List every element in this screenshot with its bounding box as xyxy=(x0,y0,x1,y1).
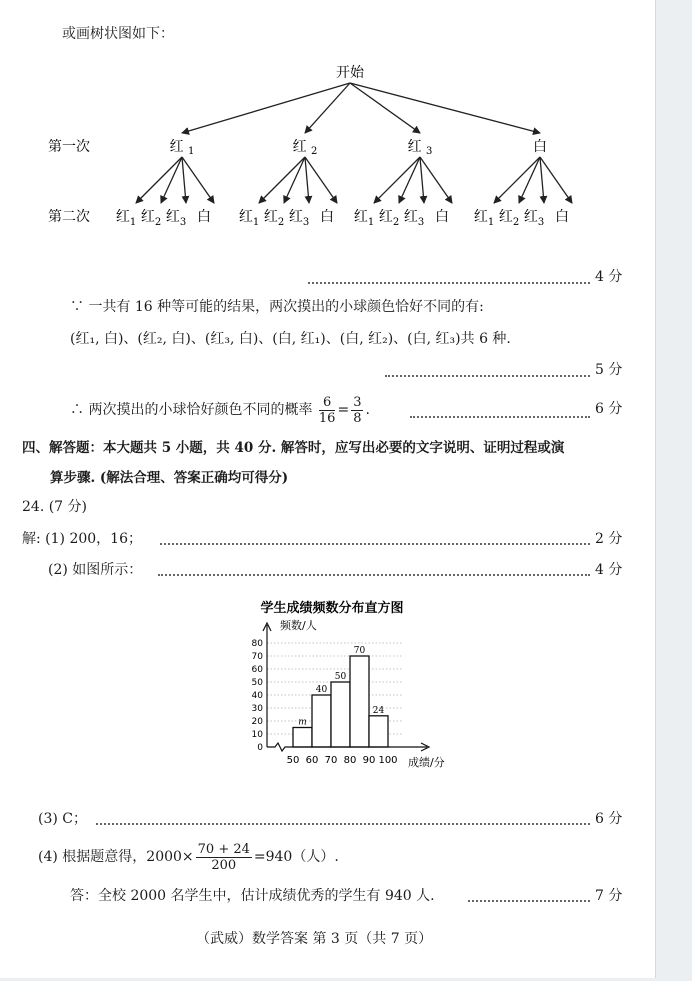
tree-level2-node: 红$_3$ xyxy=(288,209,310,228)
tree-level2-node: 白 xyxy=(435,209,449,225)
tree-level2-node: 红$_3$ xyxy=(165,209,187,228)
tree-level2-node: 红$_3$ xyxy=(403,209,425,228)
histogram-bar xyxy=(331,682,350,747)
x-tick-label: 90 xyxy=(362,755,376,766)
chart-ylabel: 频数/人 xyxy=(280,619,317,632)
tree-branch xyxy=(540,157,544,203)
tree-level1-node: 红 $_3$ xyxy=(407,139,433,157)
tree-level2-node: 红$_1$ xyxy=(238,209,260,228)
bar-value-label: m xyxy=(298,717,307,728)
bar-value-label: 50 xyxy=(334,672,347,682)
y-tick-label: 40 xyxy=(251,691,263,701)
tree-branch xyxy=(284,157,305,203)
chart-title: 学生成绩频数分布直方图 xyxy=(260,601,404,616)
tree-branch xyxy=(305,83,350,133)
tree-branch xyxy=(519,157,540,203)
answer-part-2: (2) 如图所示： xyxy=(48,562,143,578)
answer-part-4 xyxy=(38,838,339,876)
tree-level2-node: 红$_1$ xyxy=(115,209,137,228)
fraction-denominator: 16 xyxy=(318,410,336,426)
equals-sign: = xyxy=(337,402,350,418)
fraction-numerator: 3 xyxy=(353,394,362,410)
y-tick-label: 20 xyxy=(251,717,263,727)
histogram-bar xyxy=(369,716,388,747)
period: . xyxy=(365,402,370,418)
histogram-chart xyxy=(220,593,480,778)
answer-4-prefix: (4) 根据题意得，2000× xyxy=(38,849,194,865)
dot-leader xyxy=(96,823,590,825)
tree-level2-node: 红$_3$ xyxy=(523,209,545,228)
tree-diagram xyxy=(0,55,655,295)
tree-level2-node: 红$_2$ xyxy=(263,209,285,228)
therefore-text: ∴ 两次摸出的小球恰好颜色不同的概率 xyxy=(70,402,313,418)
score-label: 4 分 xyxy=(595,562,623,578)
tree-level2-node: 红$_1$ xyxy=(473,209,495,228)
y-tick-label: 70 xyxy=(251,652,263,662)
tree-level2-node: 红$_1$ xyxy=(353,209,375,228)
intro-text: 或画树状图如下： xyxy=(62,26,174,42)
tree-branch xyxy=(350,83,540,133)
tree-root: 开始 xyxy=(336,65,364,81)
tree-branch xyxy=(182,157,214,203)
score-label: 6 分 xyxy=(595,401,623,417)
tree-branch xyxy=(305,157,309,203)
dot-leader xyxy=(158,574,590,576)
tree-level1-node: 红 $_2$ xyxy=(292,139,318,157)
answer-4-suffix: =940（人）. xyxy=(253,849,339,865)
y-tick-label: 60 xyxy=(251,665,263,675)
dot-leader xyxy=(385,375,590,377)
y-tick-label: 50 xyxy=(251,678,263,688)
x-tick-label: 60 xyxy=(305,755,319,766)
tree-level2-node: 白 xyxy=(320,209,334,225)
fraction-denominator: 8 xyxy=(353,410,362,426)
tree-branch xyxy=(259,157,305,203)
score-label: 7 分 xyxy=(595,888,623,904)
tree-branch xyxy=(420,157,452,203)
fraction-numerator: 70 + 24 xyxy=(197,841,250,857)
x-tick-label: 100 xyxy=(378,755,398,766)
histogram-bar xyxy=(350,656,369,747)
answer-part-1: 解: (1) 200，16； xyxy=(22,531,142,547)
page-footer: （武威）数学答案 第 3 页（共 7 页） xyxy=(196,931,433,947)
tree-branch xyxy=(420,157,424,203)
tree-branch xyxy=(399,157,420,203)
tree-branch xyxy=(182,157,186,203)
fraction-denominator: 200 xyxy=(211,857,237,873)
dot-leader xyxy=(160,543,590,545)
y-tick-label: 10 xyxy=(251,730,263,740)
y-tick-label: 0 xyxy=(257,743,263,753)
chart-xlabel: 成绩/分 xyxy=(408,756,445,769)
fraction-94-200 xyxy=(196,842,252,873)
tree-level1-node: 红 $_1$ xyxy=(169,139,195,157)
tree-branch xyxy=(540,157,572,203)
probability-line xyxy=(70,392,370,428)
fraction-3-8 xyxy=(351,395,363,426)
x-tick-label: 50 xyxy=(286,755,300,766)
tree-level2-node: 红$_2$ xyxy=(498,209,520,228)
bar-value-label: 40 xyxy=(315,685,328,695)
bar-value-label: 24 xyxy=(372,705,385,716)
y-tick-label: 30 xyxy=(251,704,263,714)
tree-branch xyxy=(305,157,337,203)
because-line: ∵ 一共有 16 种等可能的结果，两次摸出的小球颜色恰好不同的有: xyxy=(70,299,484,315)
tree-branch xyxy=(161,157,182,203)
score-label: 4 分 xyxy=(595,269,623,285)
final-answer: 答：全校 2000 名学生中，估计成绩优秀的学生有 940 人. xyxy=(70,888,435,904)
tree-branch xyxy=(350,83,420,133)
y-tick-label: 80 xyxy=(251,639,263,649)
tree-level1-node: 白 xyxy=(533,139,547,155)
tree-branch xyxy=(494,157,540,203)
question-24-header: 24. (7 分) xyxy=(22,499,87,515)
histogram-bar xyxy=(293,728,312,748)
fraction-numerator: 6 xyxy=(319,395,336,411)
outcomes-line: (红₁, 白)、(红₂, 白)、(红₃, 白)、(白, 红₁)、(白, 红₂)、(白, 红₃)共 6 种. xyxy=(70,331,511,347)
dot-leader xyxy=(410,416,590,418)
section-title: 四、解答题：本大题共 5 小题，共 40 分. 解答时，应写出必要的文字说明、证明过程或演 xyxy=(22,440,565,456)
tree-branch xyxy=(136,157,182,203)
x-tick-label: 80 xyxy=(343,755,357,766)
tree-level2-node: 白 xyxy=(197,209,211,225)
dot-leader xyxy=(308,282,590,284)
tree-branch xyxy=(374,157,420,203)
tree-level2-node: 白 xyxy=(555,209,569,225)
score-label: 2 分 xyxy=(595,531,623,547)
score-label: 6 分 xyxy=(595,811,623,827)
tree-row1-label: 第一次 xyxy=(48,139,90,155)
fraction-6-16 xyxy=(319,395,336,426)
section-title-cont: 算步骤. (解法合理、答案正确均可得分) xyxy=(50,470,289,486)
tree-level2-node: 红$_2$ xyxy=(378,209,400,228)
tree-branch xyxy=(182,83,350,133)
bar-value-label: 70 xyxy=(353,646,366,656)
score-label: 5 分 xyxy=(595,362,623,378)
tree-row2-label: 第二次 xyxy=(48,209,90,225)
histogram-bar xyxy=(312,695,331,747)
dot-leader xyxy=(468,900,590,902)
answer-part-3: (3) C； xyxy=(38,811,87,827)
tree-level2-node: 红$_2$ xyxy=(140,209,162,228)
x-tick-label: 70 xyxy=(324,755,338,766)
